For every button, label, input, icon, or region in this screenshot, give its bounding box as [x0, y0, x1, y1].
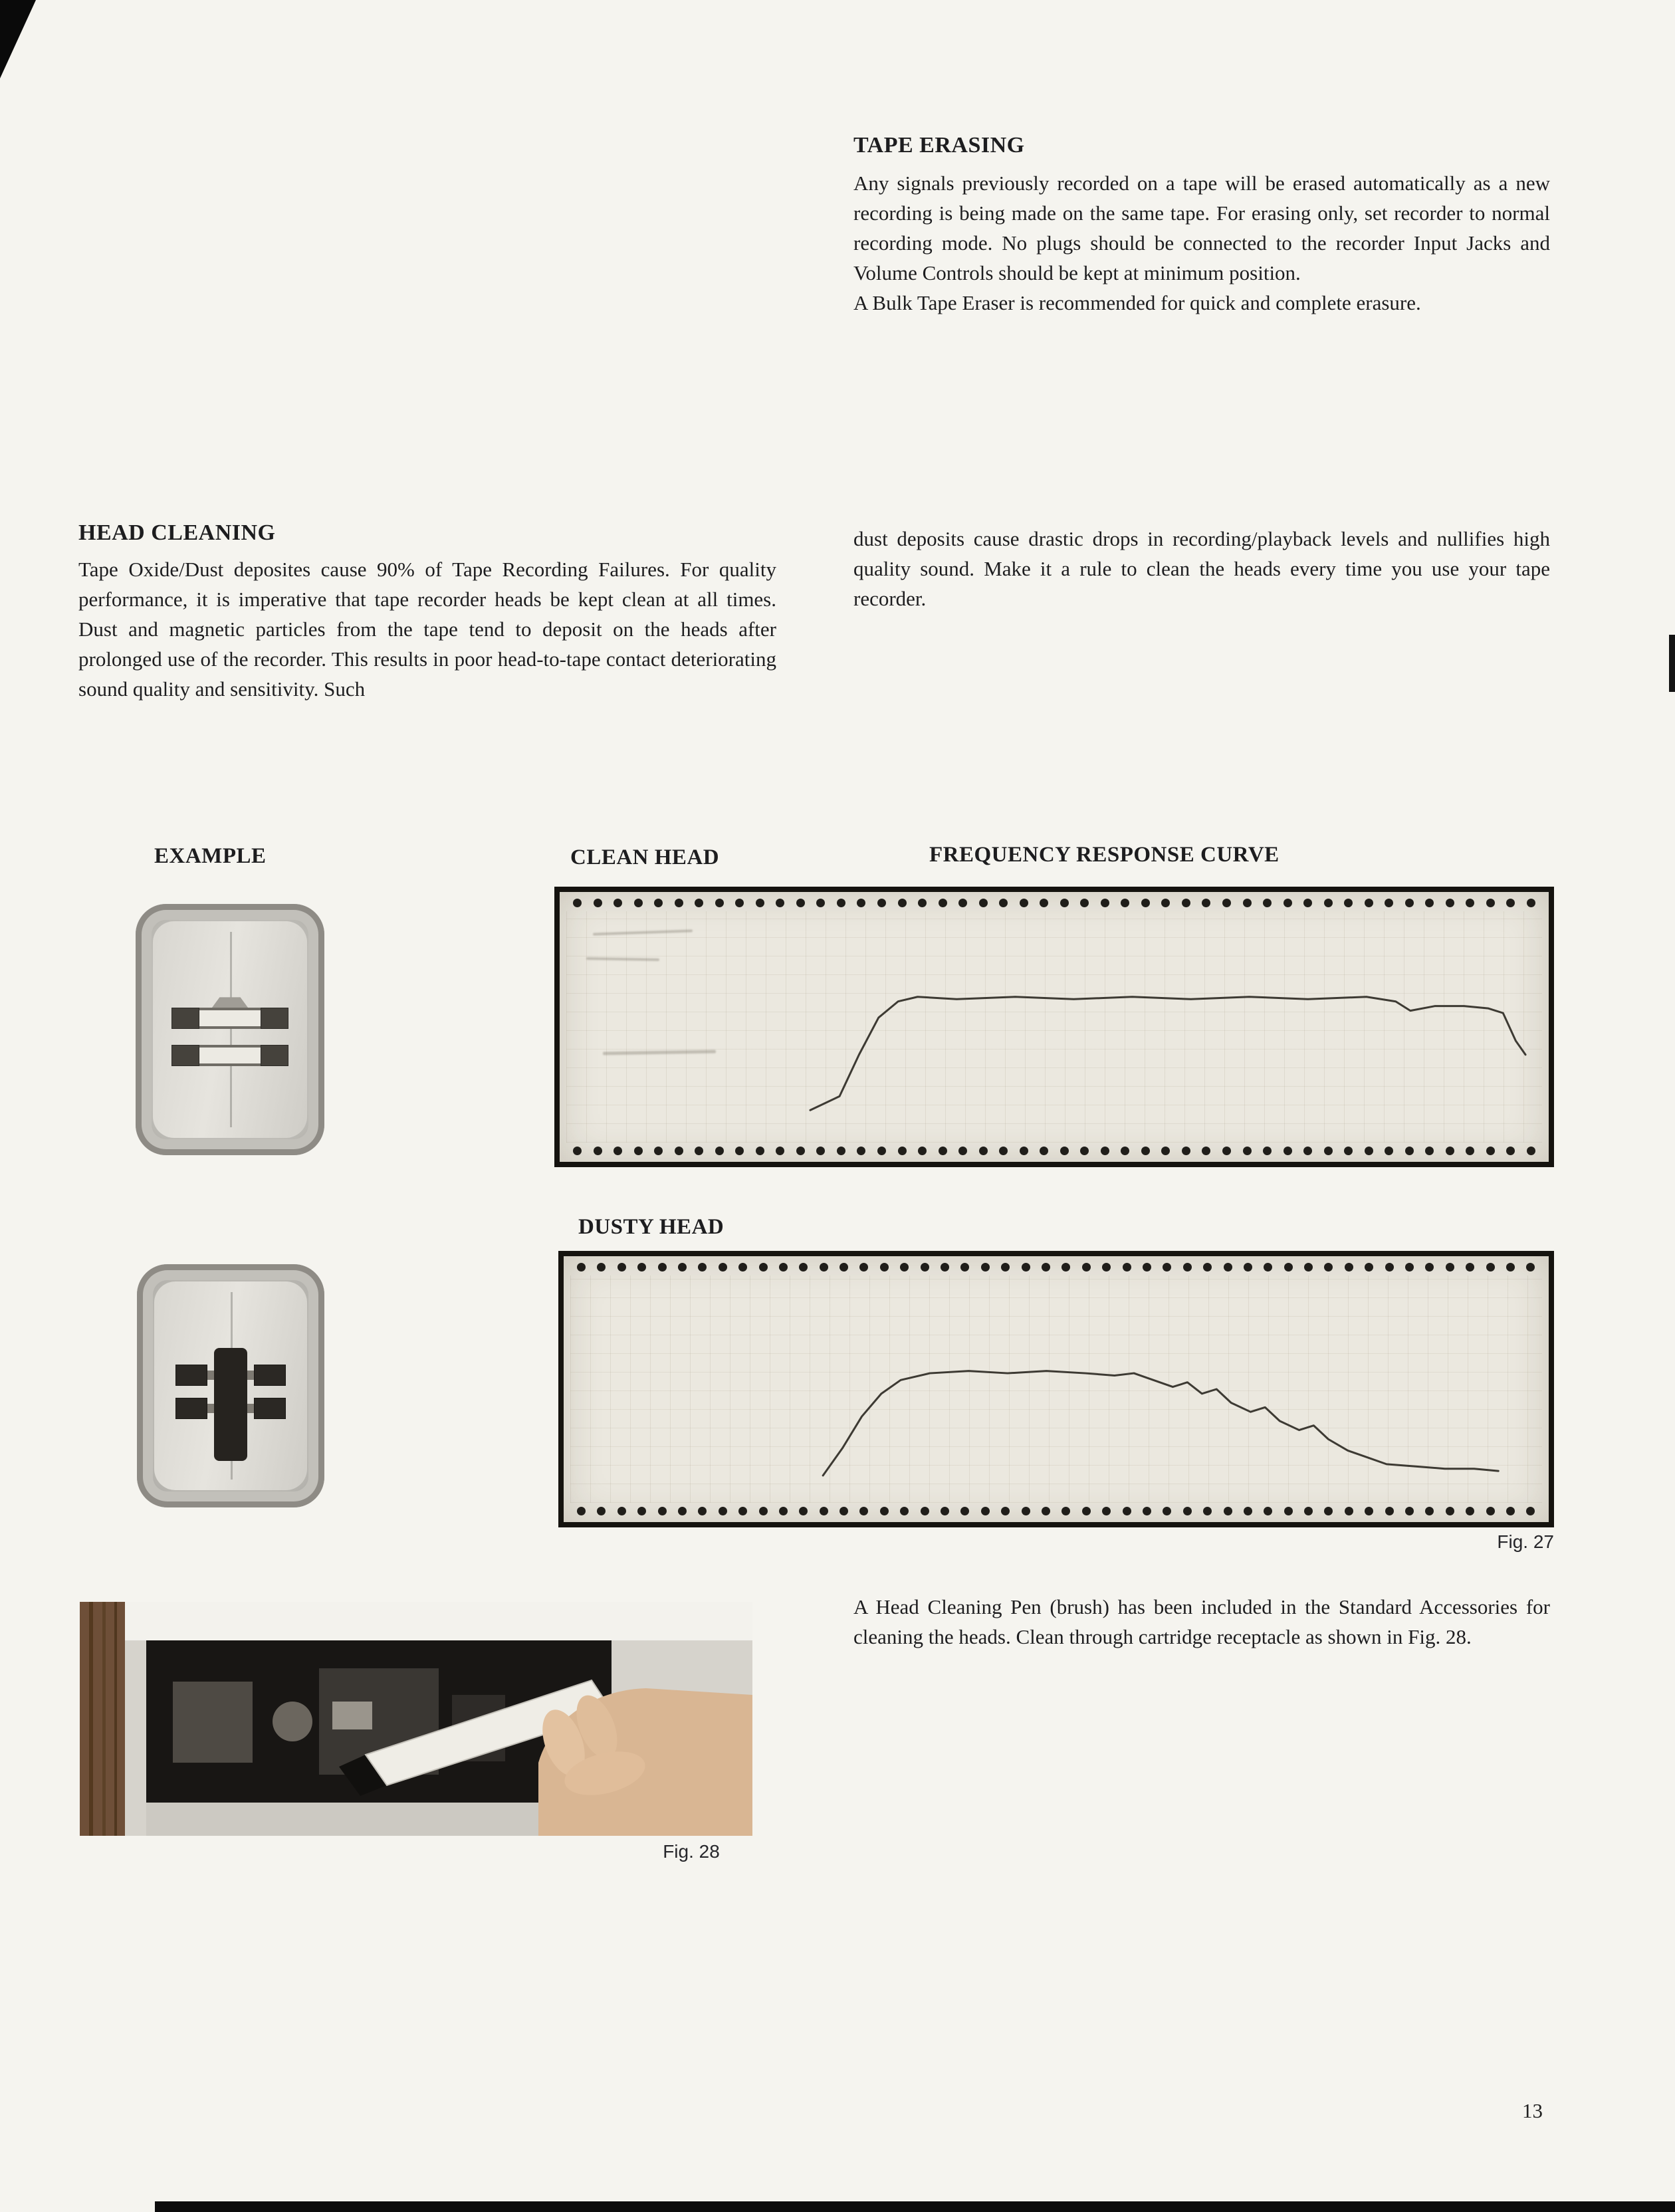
- sprocket-dot: [1183, 1263, 1192, 1272]
- sprocket-dot: [654, 899, 663, 907]
- sprocket-dot: [1526, 1507, 1535, 1515]
- wood-grain-line: [89, 1602, 93, 1836]
- tape-erasing-paragraph-1: Any signals previously recorded on a tape will be erased automatically as a new recording is being made on the same tape. For erasing only, set recorder to normal recording mode. No plugs should be connected to the recorder Input Jacks and Volume Controls should be kept at minimum position.: [853, 171, 1550, 284]
- sprocket-dot: [1425, 1263, 1434, 1272]
- scan-artifact-corner: [0, 0, 36, 78]
- sprocket-dot: [658, 1263, 667, 1272]
- sprocket-dot: [1344, 1147, 1353, 1155]
- sprocket-dot: [1244, 1263, 1252, 1272]
- head-pad: [261, 1045, 288, 1066]
- sprocket-dot: [1304, 1507, 1313, 1515]
- sprocket-dot: [1284, 1507, 1293, 1515]
- sprocket-dot: [880, 1263, 889, 1272]
- sprocket-dot: [617, 1263, 626, 1272]
- capstan: [273, 1702, 312, 1741]
- sprocket-dot: [698, 1263, 707, 1272]
- sprocket-dot: [715, 1147, 724, 1155]
- sprocket-dot: [939, 1147, 947, 1155]
- sprocket-dot: [1222, 899, 1231, 907]
- sprocket-dot: [1082, 1507, 1091, 1515]
- sprocket-dot: [1183, 1507, 1192, 1515]
- sprocket-dot: [1202, 899, 1210, 907]
- sprocket-dot: [634, 899, 643, 907]
- dusty-head-label: DUSTY HEAD: [578, 1215, 725, 1239]
- head-pad: [175, 1365, 207, 1386]
- sprocket-dot: [1446, 1147, 1454, 1155]
- sprocket-dot: [979, 1147, 988, 1155]
- sprocket-dot: [695, 1147, 703, 1155]
- sprocket-dot: [1102, 1507, 1111, 1515]
- sprocket-dot: [816, 899, 825, 907]
- head-gap-line: [230, 932, 232, 1127]
- sprocket-dot: [1060, 899, 1069, 907]
- head-cleaning-paragraph-left: Tape Oxide/Dust deposites cause 90% of Tape Recording Failures. For quality performance, it is imperative that tape recorder heads be kept clean at all times. Dust and magnetic particles from the tape tend to deposit on the heads after prolonged use of the recorder. This results in poor head-to-tape contact deteriorating sound quality and sensitivity. Such: [78, 558, 776, 701]
- wood-grain-line: [102, 1602, 106, 1836]
- sprocket-dot: [1304, 1263, 1313, 1272]
- sprocket-dot: [759, 1507, 768, 1515]
- clean-head-label: CLEAN HEAD: [570, 845, 720, 869]
- sprocket-dot: [1486, 1147, 1495, 1155]
- sprocket-dot: [799, 1263, 808, 1272]
- sprocket-dot: [960, 1507, 969, 1515]
- sprocket-dot: [799, 1507, 808, 1515]
- sprocket-dot: [958, 899, 967, 907]
- sprocket-dot: [1425, 1147, 1434, 1155]
- sprocket-dot: [839, 1263, 848, 1272]
- sprocket-dot: [1284, 899, 1292, 907]
- sprocket-dot: [735, 899, 744, 907]
- sprocket-dot: [1446, 899, 1454, 907]
- head-bar-upper: [171, 1008, 288, 1029]
- clean-head-photo-inner: [153, 921, 307, 1138]
- mechanism-block: [173, 1682, 253, 1763]
- sprocket-dot: [1022, 1507, 1030, 1515]
- sprocket-dot: [1506, 1263, 1515, 1272]
- sprocket-dot: [776, 1147, 784, 1155]
- frequency-response-trace-dusty: [570, 1275, 1542, 1503]
- sprocket-dot: [1080, 1147, 1089, 1155]
- sprocket-dot: [1324, 1263, 1333, 1272]
- sprocket-dot: [637, 1507, 646, 1515]
- sprocket-dot: [735, 1147, 744, 1155]
- sprocket-dot: [678, 1263, 687, 1272]
- sprocket-dot: [898, 1147, 907, 1155]
- sprocket-dot: [776, 899, 784, 907]
- sprocket-dot: [1365, 1147, 1373, 1155]
- sprocket-dot: [1506, 1147, 1515, 1155]
- sprocket-dot: [1425, 899, 1434, 907]
- head-pad: [175, 1398, 207, 1419]
- sprocket-dot: [1161, 899, 1170, 907]
- sprocket-dot: [577, 1263, 586, 1272]
- sprocket-dot: [921, 1263, 929, 1272]
- sprocket-dot: [1263, 899, 1272, 907]
- sprocket-dot: [597, 1263, 606, 1272]
- sprocket-dot: [877, 899, 886, 907]
- head-pad: [261, 1008, 288, 1029]
- sprocket-dot: [1141, 899, 1150, 907]
- sprocket-dot: [1425, 1507, 1434, 1515]
- sprocket-dot: [1345, 1263, 1353, 1272]
- sprocket-dot: [654, 1147, 663, 1155]
- sprocket-dot: [900, 1263, 909, 1272]
- head-pad: [171, 1045, 199, 1066]
- sprocket-dot: [614, 1147, 622, 1155]
- sprocket-dot: [1102, 1263, 1111, 1272]
- sprocket-dot: [1243, 1147, 1252, 1155]
- sprocket-dot: [715, 899, 724, 907]
- sprocket-dot: [1365, 1263, 1373, 1272]
- head-pad: [254, 1365, 286, 1386]
- sprocket-dot: [941, 1263, 949, 1272]
- sprocket-dot: [1163, 1263, 1171, 1272]
- sprocket-dot: [1264, 1263, 1272, 1272]
- sprocket-dot: [1202, 1147, 1210, 1155]
- sprocket-dot: [837, 899, 845, 907]
- sprocket-dot: [1121, 1147, 1129, 1155]
- sprocket-dot: [594, 899, 602, 907]
- chart-strip-dusty-head: [558, 1251, 1554, 1527]
- sprocket-dot: [1163, 1507, 1171, 1515]
- sprocket-dot: [1182, 1147, 1190, 1155]
- top-panel: [125, 1602, 752, 1640]
- sprocket-dot: [1303, 1147, 1312, 1155]
- sprocket-dot: [658, 1507, 667, 1515]
- sprocket-dot: [597, 1507, 606, 1515]
- sprocket-dot: [759, 1263, 768, 1272]
- head-cleaning-paragraph-right: dust deposits cause drastic drops in recording/playback levels and nullifies high quality sound. Make it a rule to clean the heads every time you use your tape recorder.: [853, 527, 1550, 610]
- sprocket-dot: [1506, 899, 1515, 907]
- sprocket-dot: [921, 1507, 929, 1515]
- wood-grain-line: [114, 1602, 117, 1836]
- sprocket-dot: [1486, 899, 1495, 907]
- sprocket-dot: [1446, 1263, 1454, 1272]
- sprocket-dot: [796, 1147, 805, 1155]
- dusty_head_frequency_response-svg: [570, 1275, 1542, 1503]
- sprocket-dot: [1123, 1263, 1131, 1272]
- sprocket-dot: [573, 1147, 582, 1155]
- head-pad: [171, 1008, 199, 1029]
- head-core: [199, 1045, 261, 1066]
- sprocket-dot: [634, 1147, 643, 1155]
- sprocket-dot: [918, 1147, 927, 1155]
- sprocket-dot: [1203, 1263, 1212, 1272]
- sprocket-dot: [859, 1263, 868, 1272]
- sprocket-dot: [898, 899, 907, 907]
- sprocket-dot: [1061, 1507, 1070, 1515]
- sprocket-dot: [1121, 899, 1129, 907]
- clean_head_frequency_response-svg: [566, 911, 1542, 1143]
- sprocket-dot: [698, 1507, 707, 1515]
- head-cleaning-continuation: [853, 524, 1550, 614]
- sprocket-dot: [999, 1147, 1008, 1155]
- sprocket-dot: [1324, 1147, 1333, 1155]
- sprocket-dot: [1243, 899, 1252, 907]
- sprocket-dot: [637, 1263, 646, 1272]
- sprocket-dot: [1466, 1147, 1474, 1155]
- sprocket-dot: [573, 899, 582, 907]
- sprocket-dot: [1123, 1507, 1131, 1515]
- sprocket-dot: [1324, 899, 1333, 907]
- sprocket-dot: [1042, 1507, 1050, 1515]
- sprocket-dot: [614, 899, 622, 907]
- sprocket-dot: [1040, 1147, 1048, 1155]
- fig28-caption: Fig. 28: [663, 1841, 720, 1862]
- sprocket-dot: [675, 1147, 683, 1155]
- sprocket-dot: [1385, 1507, 1394, 1515]
- sprocket-dot: [1385, 1147, 1393, 1155]
- sprocket-dot: [719, 1263, 727, 1272]
- dusty-head-photo-inner: [154, 1281, 307, 1490]
- example-label: EXAMPLE: [154, 844, 267, 868]
- sprocket-dots-bottom: [564, 1504, 1549, 1522]
- sprocket-dot: [1527, 899, 1535, 907]
- sprocket-dot: [877, 1147, 886, 1155]
- frequency-response-curve-label: FREQUENCY RESPONSE CURVE: [929, 843, 1280, 867]
- sprocket-dots-bottom: [560, 1144, 1549, 1162]
- scan-artifact-edge-mark: [1669, 635, 1675, 692]
- sprocket-dot: [779, 1507, 788, 1515]
- sprocket-dot: [1303, 899, 1312, 907]
- sprocket-dot: [981, 1263, 990, 1272]
- tape-erasing-paragraph-2: A Bulk Tape Eraser is recommended for quick and complete erasure.: [853, 290, 1421, 314]
- sprocket-dot: [859, 1507, 868, 1515]
- sprocket-dot: [1405, 899, 1414, 907]
- sprocket-dot: [1022, 1263, 1030, 1272]
- sprocket-dot: [999, 899, 1008, 907]
- scan-artifact-bottom-bar: [155, 2201, 1675, 2212]
- sprocket-dot: [1385, 1263, 1394, 1272]
- sprocket-dot: [820, 1507, 828, 1515]
- sprocket-dot: [918, 899, 927, 907]
- sprocket-dot: [1345, 1507, 1353, 1515]
- fig27-caption: Fig. 27: [1497, 1531, 1554, 1552]
- sprocket-dot: [675, 899, 683, 907]
- sprocket-dot: [857, 1147, 865, 1155]
- sprocket-dot: [1486, 1507, 1495, 1515]
- sprocket-dot: [1182, 899, 1190, 907]
- cleaning-pen-photo-svg: [80, 1602, 752, 1836]
- sprocket-dot: [939, 899, 947, 907]
- sprocket-dot: [1244, 1507, 1252, 1515]
- sprocket-dot: [816, 1147, 825, 1155]
- chart-strip-clean-head: [554, 887, 1554, 1167]
- sprocket-dot: [837, 1147, 845, 1155]
- sprocket-dot: [1466, 899, 1474, 907]
- head-core: [199, 1008, 261, 1029]
- sprocket-dots-top: [564, 1256, 1549, 1274]
- sprocket-dot: [695, 899, 703, 907]
- dusty-head-block: [214, 1348, 247, 1461]
- sprocket-dot: [1143, 1263, 1151, 1272]
- sprocket-dot: [1224, 1507, 1232, 1515]
- sprocket-dot: [796, 899, 805, 907]
- dusty_head_frequency_response-trace: [823, 1371, 1498, 1476]
- tape-erasing-heading: TAPE ERASING: [853, 133, 1025, 158]
- dusty-head-photo: [137, 1264, 324, 1507]
- sprocket-dot: [900, 1507, 909, 1515]
- sprocket-dot: [756, 1147, 764, 1155]
- sprocket-dot: [738, 1263, 747, 1272]
- sprocket-dot: [1284, 1263, 1293, 1272]
- cleaning-pen-paragraph: A Head Cleaning Pen (brush) has been included in the Standard Accessories for cleaning the heads. Clean through cartridge receptacle as shown in Fig. 28.: [853, 1595, 1550, 1648]
- sprocket-dot: [857, 899, 865, 907]
- sprocket-dot: [1526, 1263, 1535, 1272]
- sprocket-dot: [941, 1507, 949, 1515]
- frequency-response-trace-clean: [566, 911, 1542, 1143]
- sprocket-dot: [1060, 1147, 1069, 1155]
- sprocket-dot: [1040, 899, 1048, 907]
- sprocket-dot: [1080, 899, 1089, 907]
- sprocket-dot: [617, 1507, 626, 1515]
- sprocket-dot: [1405, 1147, 1414, 1155]
- sprocket-dot: [1101, 899, 1109, 907]
- sprocket-dot: [719, 1507, 727, 1515]
- head-pad: [254, 1398, 286, 1419]
- head-bar-lower: [171, 1045, 288, 1066]
- sprocket-dot: [1385, 899, 1393, 907]
- sprocket-dot: [1446, 1507, 1454, 1515]
- sprocket-dot: [1264, 1507, 1272, 1515]
- sprocket-dot: [1141, 1147, 1150, 1155]
- sprocket-dot: [1203, 1507, 1212, 1515]
- sprocket-dot: [1082, 1263, 1091, 1272]
- sprocket-dot: [1365, 899, 1373, 907]
- sprocket-dot: [1263, 1147, 1272, 1155]
- sprocket-dot: [981, 1507, 990, 1515]
- sprocket-dot: [979, 899, 988, 907]
- sprocket-dot: [779, 1263, 788, 1272]
- sprocket-dot: [594, 1147, 602, 1155]
- sprocket-dot: [1101, 1147, 1109, 1155]
- sprocket-dot: [1161, 1147, 1170, 1155]
- sprocket-dot: [1527, 1147, 1535, 1155]
- sprocket-dot: [1224, 1263, 1232, 1272]
- sprocket-dot: [960, 1263, 969, 1272]
- sprocket-dot: [1001, 1263, 1010, 1272]
- head-cleaning-heading: HEAD CLEANING: [78, 520, 276, 545]
- sprocket-dot: [1061, 1263, 1070, 1272]
- sprocket-dot: [1365, 1507, 1373, 1515]
- sprocket-dot: [1466, 1263, 1474, 1272]
- sprocket-dot: [756, 899, 764, 907]
- sprocket-dot: [958, 1147, 967, 1155]
- sprocket-dot: [1284, 1147, 1292, 1155]
- sprocket-dot: [1222, 1147, 1231, 1155]
- sprocket-dot: [1486, 1263, 1495, 1272]
- page-number: 13: [1522, 2099, 1543, 2122]
- sprocket-dot: [820, 1263, 828, 1272]
- head-guide-bump: [204, 997, 256, 1008]
- sprocket-dot: [577, 1507, 586, 1515]
- sprocket-dot: [1466, 1507, 1474, 1515]
- sprocket-dot: [1020, 899, 1028, 907]
- sprocket-dot: [678, 1507, 687, 1515]
- sprocket-dot: [1405, 1263, 1414, 1272]
- section-tape-erasing: [853, 133, 1550, 318]
- section-head-cleaning: [78, 520, 776, 705]
- sprocket-dot: [1020, 1147, 1028, 1155]
- sprocket-dot: [880, 1507, 889, 1515]
- sprocket-dot: [1143, 1507, 1151, 1515]
- sprocket-dot: [1344, 899, 1353, 907]
- sprocket-dot: [1506, 1507, 1515, 1515]
- sprocket-dot: [839, 1507, 848, 1515]
- sprocket-dot: [738, 1507, 747, 1515]
- cleaning-pen-text: [853, 1593, 1550, 1652]
- clean-head-photo: [136, 904, 324, 1155]
- head-face: [332, 1702, 372, 1729]
- sprocket-dot: [1324, 1507, 1333, 1515]
- sprocket-dot: [1405, 1507, 1414, 1515]
- sprocket-dot: [1042, 1263, 1050, 1272]
- sprocket-dot: [1001, 1507, 1010, 1515]
- clean_head_frequency_response-trace: [810, 997, 1525, 1111]
- sprocket-dots-top: [560, 892, 1549, 910]
- cleaning-pen-photo: [80, 1602, 752, 1836]
